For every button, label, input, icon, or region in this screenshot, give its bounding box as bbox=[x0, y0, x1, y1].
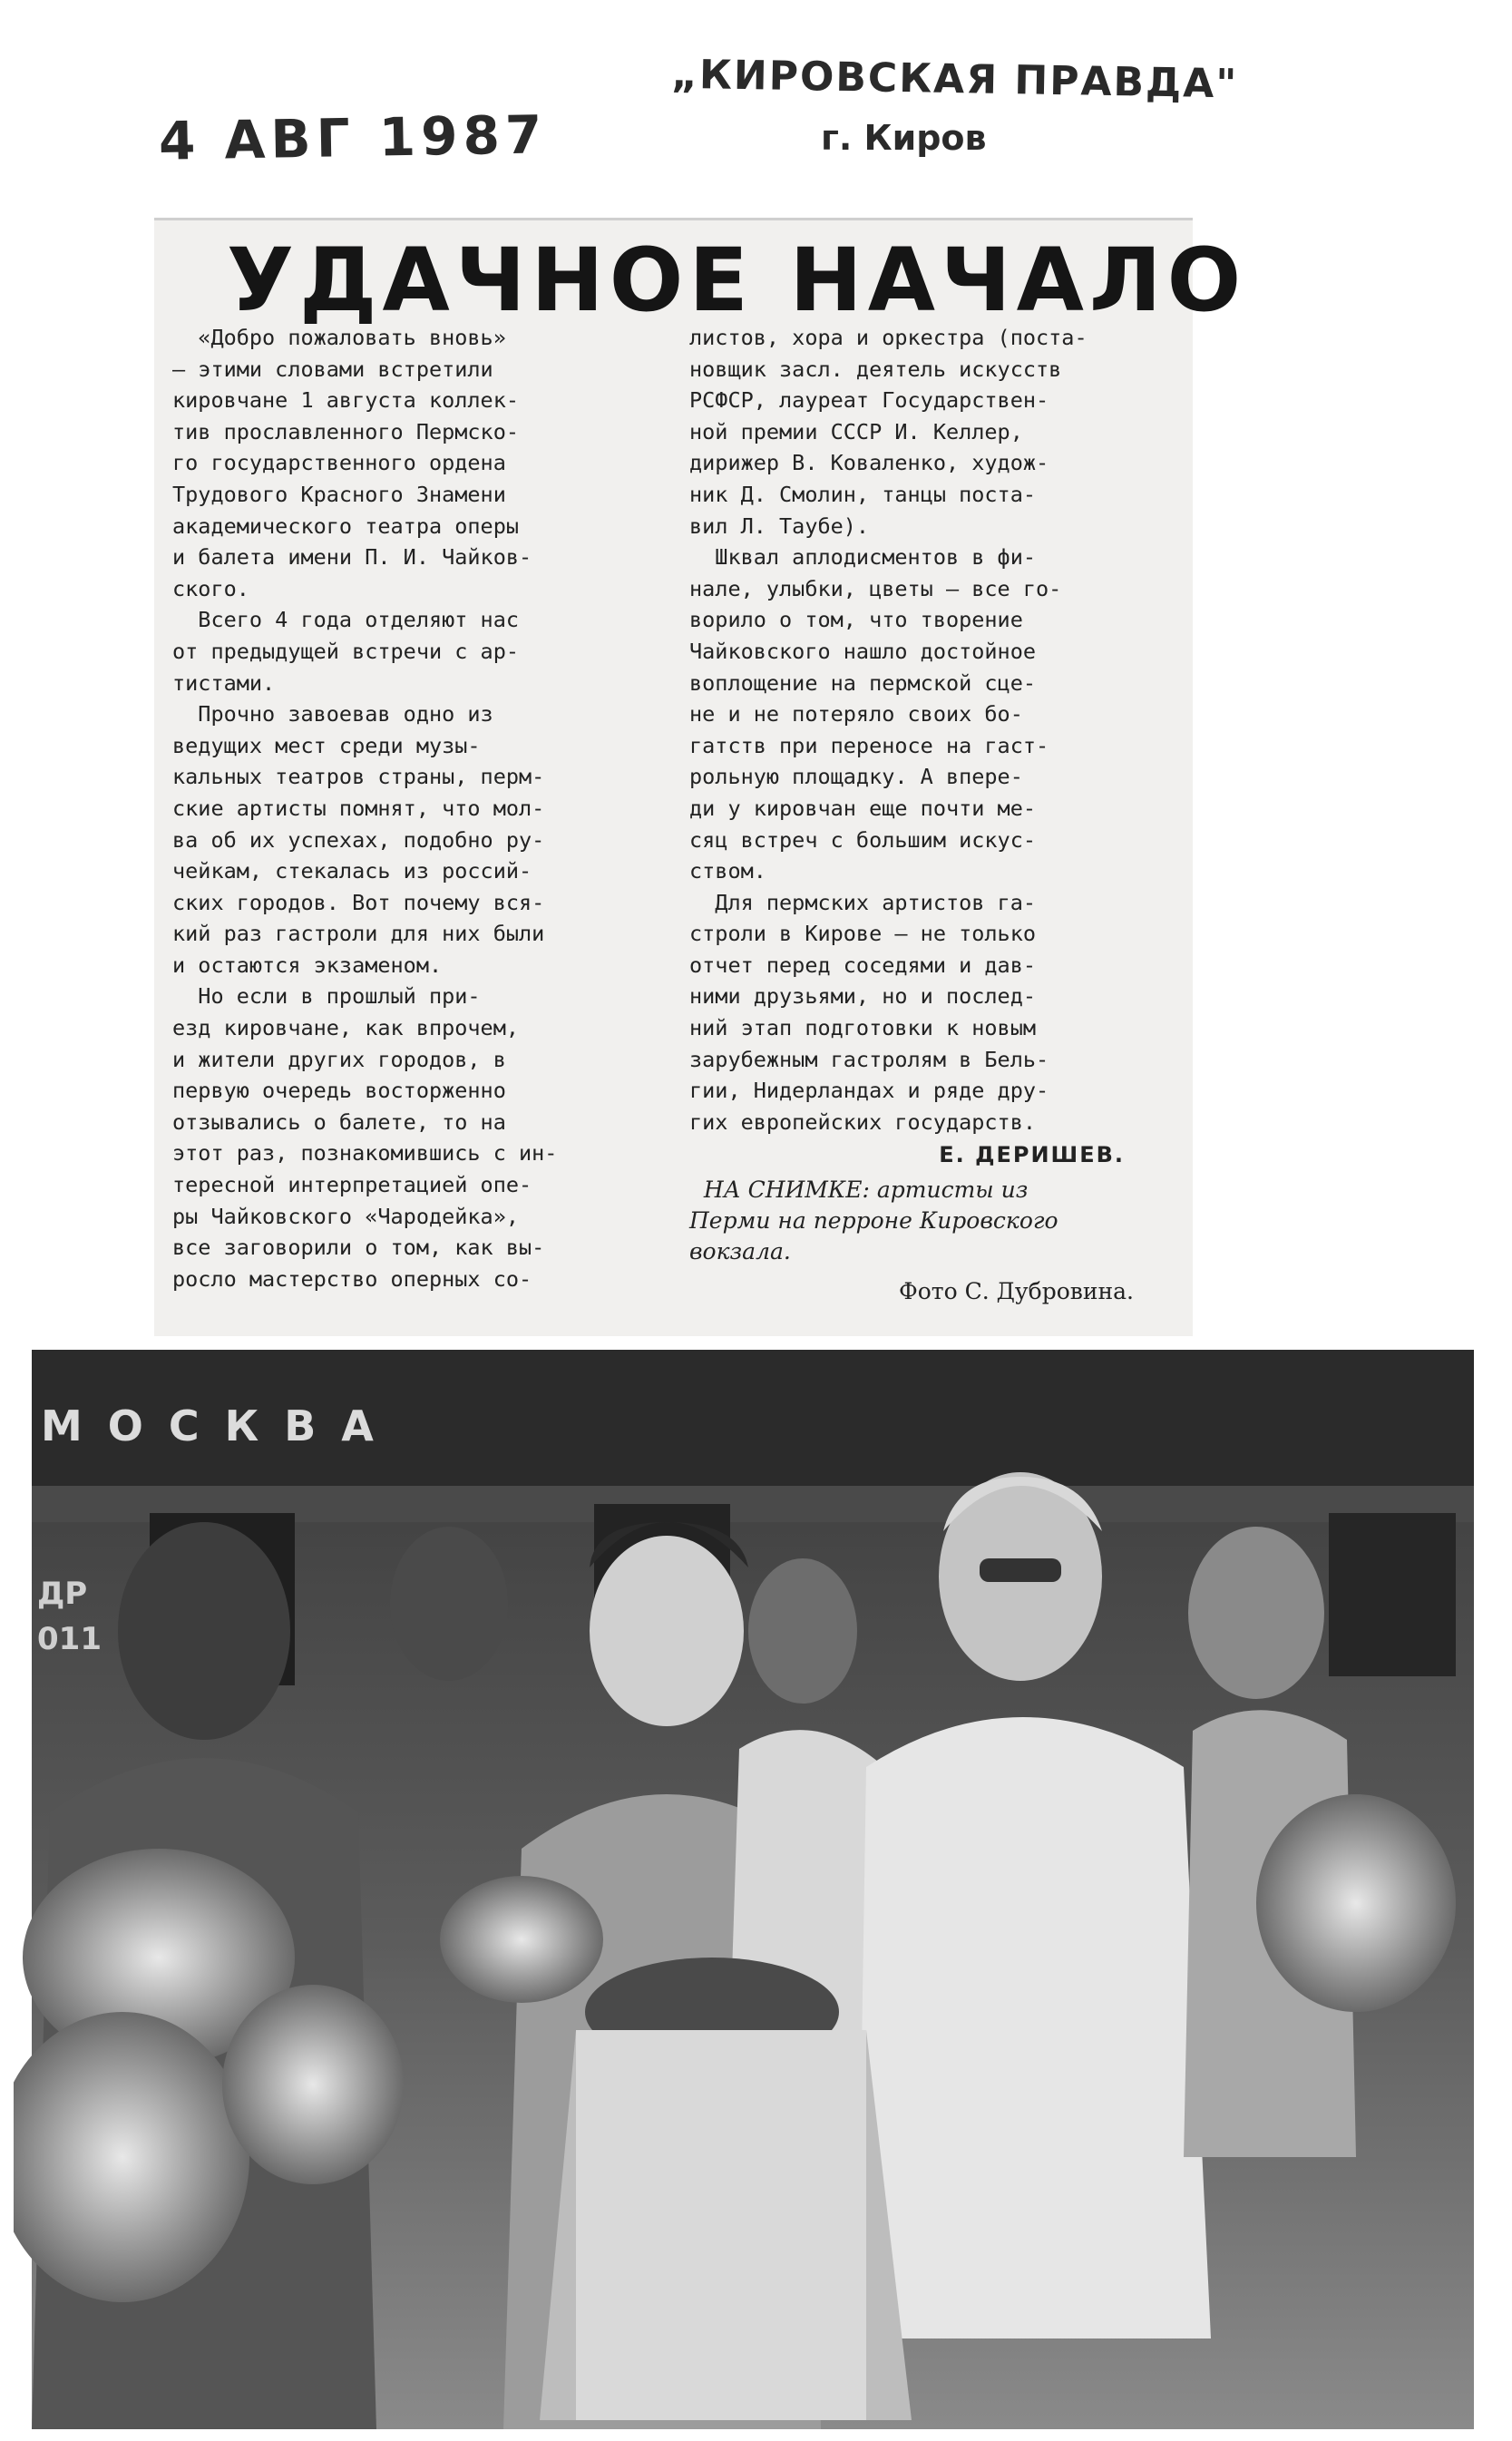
article-text-line: го государственного ордена bbox=[172, 450, 506, 476]
article-text-line: Прочно завоевав одно из bbox=[172, 701, 493, 727]
article-left-column bbox=[172, 322, 662, 1294]
article-text-line: первую очередь восторженно bbox=[172, 1078, 506, 1104]
article-text-line: Для пермских артистов га- bbox=[689, 889, 1037, 915]
article-text-line: ний этап подготовки к новым bbox=[689, 1015, 1037, 1041]
article-text-line: вил Л. Таубе). bbox=[689, 513, 870, 539]
article-text-line: ры Чайковского «Чародейка», bbox=[172, 1203, 520, 1229]
article-text-line: листов, хора и оркестра (поста- bbox=[689, 325, 1088, 350]
article-text-line: от предыдущей встречи с ар- bbox=[172, 638, 520, 664]
article-text-line: ством. bbox=[689, 858, 766, 884]
train-window bbox=[1329, 1513, 1456, 1676]
city-stamp: г. Киров bbox=[821, 118, 987, 158]
woman-face bbox=[590, 1536, 744, 1726]
article-text-line: езд кировчане, как впрочем, bbox=[172, 1015, 520, 1041]
train-side-number: 011 bbox=[37, 1621, 102, 1657]
article-text-line: Трудового Красного Знамени bbox=[172, 481, 506, 507]
article-text-line: новщик засл. деятель искусств bbox=[689, 356, 1062, 382]
article-text-line: рольную площадку. А впере- bbox=[689, 764, 1023, 790]
article-text-line: ведущих мест среди музы- bbox=[172, 732, 481, 758]
caption-line: Перми на перроне Кировского bbox=[689, 1207, 1058, 1235]
article-photograph bbox=[14, 1341, 1492, 2440]
newspaper-name-stamp: „КИРОВСКАЯ ПРАВДА" bbox=[670, 51, 1239, 108]
article-text-line: ник Д. Смолин, танцы поста- bbox=[689, 481, 1037, 507]
article-text-line: воплощение на пермской сце- bbox=[689, 669, 1037, 696]
eyeglasses bbox=[980, 1558, 1061, 1582]
article-text-line: росло мастерство оперных со- bbox=[172, 1265, 532, 1292]
article-text-line: «Добро пожаловать вновь» bbox=[172, 325, 506, 350]
article-text-line: и остаются экзаменом. bbox=[172, 952, 443, 978]
article-text-line: ские артисты помнят, что мол- bbox=[172, 795, 545, 821]
article-text-line: кировчане 1 августа коллек- bbox=[172, 387, 520, 414]
article-text-line: этот раз, познакомившись с ин- bbox=[172, 1140, 558, 1167]
man-white-shirt bbox=[857, 1717, 1211, 2338]
article-text-line: Чайковского нашло достойное bbox=[689, 638, 1037, 664]
article-text-line: РСФСР, лауреат Государствен- bbox=[689, 387, 1049, 414]
article-right-text bbox=[689, 322, 1179, 1138]
article-text-line: отзывались о балете, то на bbox=[172, 1108, 506, 1135]
article-text-line: — этими словами встретили bbox=[172, 356, 493, 382]
train-side-label: ДР bbox=[37, 1576, 88, 1612]
article-text-line: гатств при переносе на гаст- bbox=[689, 732, 1049, 758]
article-text-line: Шквал аплодисментов в фи- bbox=[689, 544, 1037, 571]
article-text-line: ских городов. Вот почему вся- bbox=[172, 889, 545, 915]
article-text-line: все заговорили о том, как вы- bbox=[172, 1235, 545, 1261]
article-text-line: нале, улыбки, цветы — все го- bbox=[689, 575, 1062, 601]
article-author: Е. ДЕРИШЕВ. bbox=[939, 1142, 1125, 1168]
caption-line: НА СНИМКЕ: артисты из bbox=[689, 1177, 1029, 1204]
article-text-line: строли в Кирове — не только bbox=[689, 921, 1037, 947]
article-clipping bbox=[154, 218, 1247, 1336]
article-text-line: не и не потеряло своих бо- bbox=[689, 701, 1023, 727]
article-text-line: тистами. bbox=[172, 669, 276, 696]
article-text-line: кий раз гастроли для них были bbox=[172, 921, 545, 947]
article-right-column bbox=[689, 322, 1179, 1308]
article-text-line: тив прославленного Пермско- bbox=[172, 418, 520, 444]
article-text-line: сяц встреч с большим искус- bbox=[689, 826, 1037, 853]
caption-line: вокзала. bbox=[689, 1238, 791, 1265]
train-sign-text: МОСКВА bbox=[41, 1401, 399, 1450]
article-text-line: ского. bbox=[172, 575, 249, 601]
article-headline: УДАЧНОЕ НАЧАЛО bbox=[227, 229, 1247, 331]
article-text-line: и жители других городов, в bbox=[172, 1046, 506, 1072]
article-text-line: тересной интерпретацией опе- bbox=[172, 1172, 532, 1198]
article-text-line: гии, Нидерландах и ряде дру- bbox=[689, 1078, 1049, 1104]
date-stamp: 4 АВГ 1987 bbox=[158, 103, 548, 172]
photo-image bbox=[14, 1341, 1492, 2440]
article-text-line: кальных театров страны, перм- bbox=[172, 764, 545, 790]
article-text-line: дирижер В. Коваленко, худож- bbox=[689, 450, 1049, 476]
article-text-line: Но если в прошлый при- bbox=[172, 983, 481, 1010]
article-text-line: Всего 4 года отделяют нас bbox=[172, 607, 520, 633]
article-text-line: чейкам, стекалась из россий- bbox=[172, 858, 532, 884]
article-text-line: ва об их успехах, подобно ру- bbox=[172, 826, 545, 853]
article-text-line: ворило о том, что творение bbox=[689, 607, 1023, 633]
article-text-line: и балета имени П. И. Чайков- bbox=[172, 544, 532, 571]
article-text-line: ними друзьями, но и послед- bbox=[689, 983, 1037, 1010]
article-text-line: зарубежным гастролям в Бель- bbox=[689, 1046, 1049, 1072]
article-text-line: ной премии СССР И. Келлер, bbox=[689, 418, 1023, 444]
photo-caption bbox=[689, 1175, 1179, 1267]
photo-credit: Фото С. Дубровина. bbox=[898, 1278, 1134, 1305]
table-cloth bbox=[576, 2030, 866, 2420]
article-text-line: отчет перед соседями и дав- bbox=[689, 952, 1037, 978]
article-text-line: академического театра оперы bbox=[172, 513, 520, 539]
article-text-line: гих европейских государств. bbox=[689, 1108, 1037, 1135]
article-text-line: ди у кировчан еще почти ме- bbox=[689, 795, 1037, 821]
